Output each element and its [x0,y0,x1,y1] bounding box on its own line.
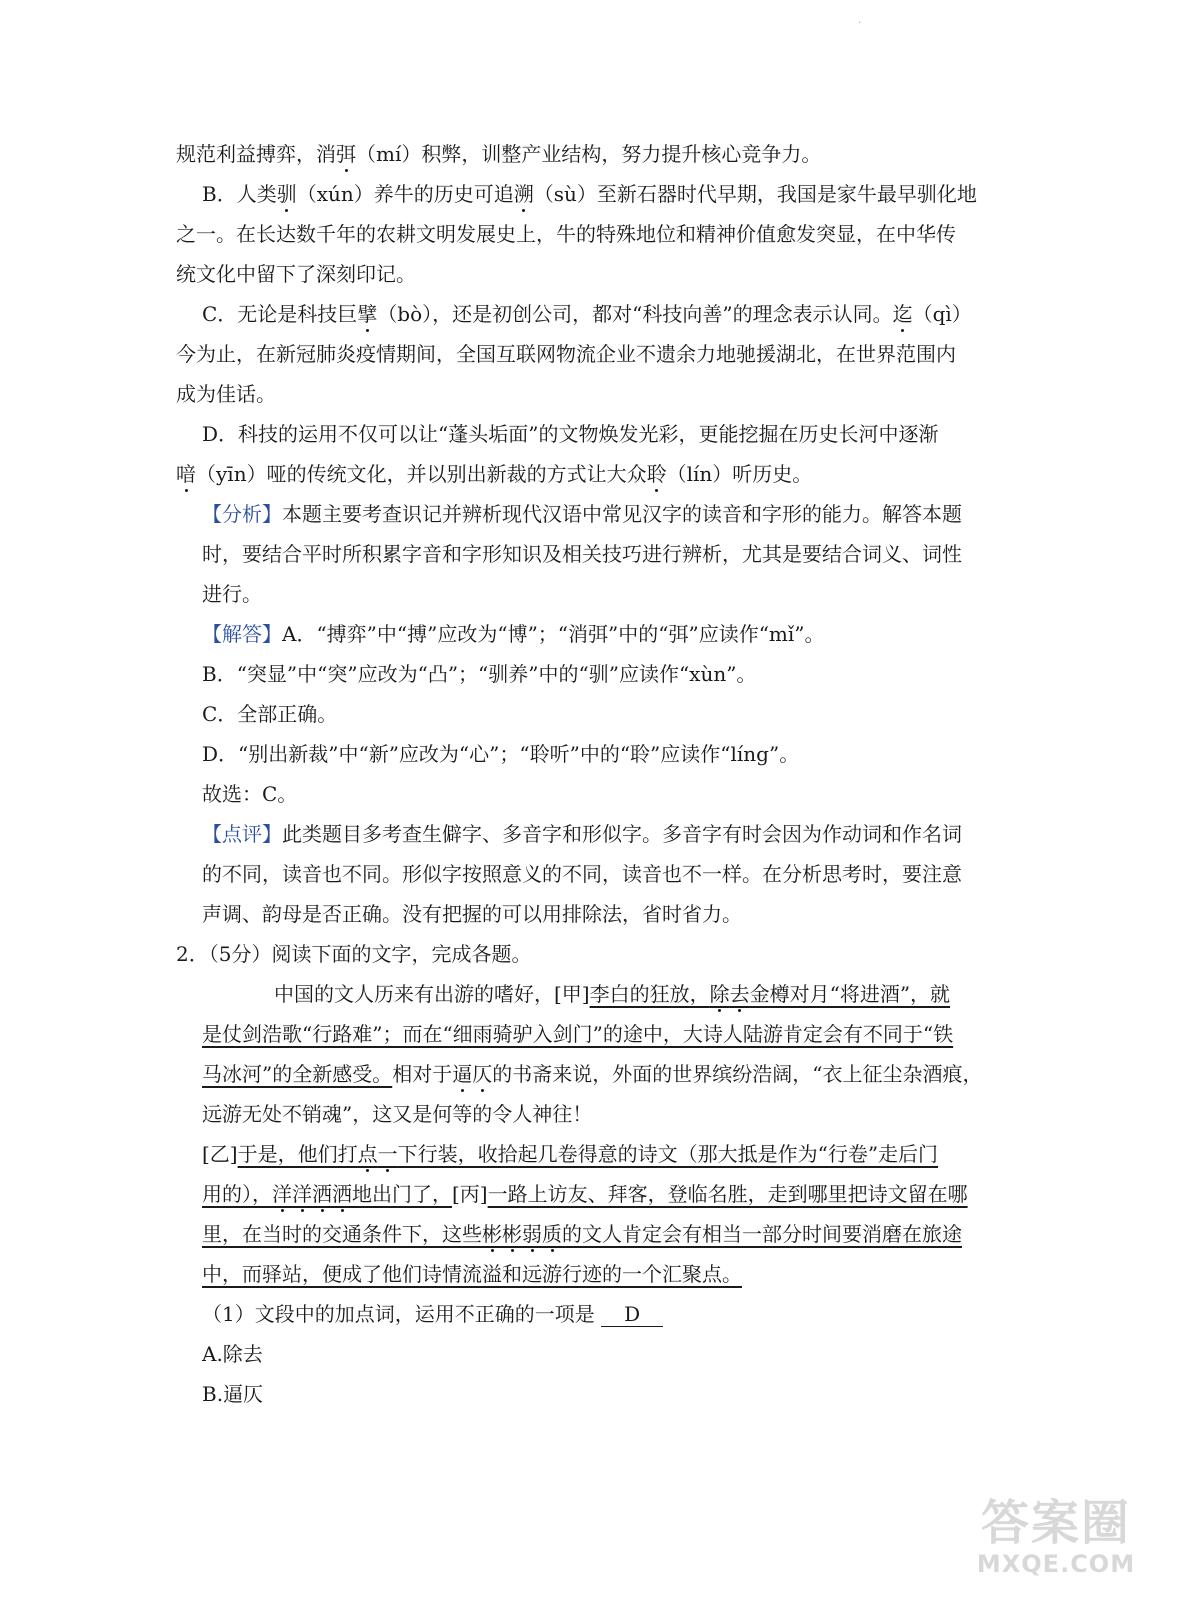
text-line-fx3 [202,580,262,608]
text-line-p8 [202,1260,742,1288]
text-span: [丙] [452,1182,488,1206]
text-span: 声调、韵母是否正确。没有把握的可以用排除法，省时省力。 [202,902,742,926]
text-span: 的书斋来说，外面的世界缤纷浩阔，“衣上征尘杂酒痕， [492,1062,983,1086]
text-span: 中国的文人历来有出游的嗜好，[甲] [274,982,590,1006]
dotted-char: 溯 [513,182,534,206]
dotted-char: 一 [377,1142,398,1166]
text-span: A．“搏弈”中“搏”应改为“博”；“消弭”中的“弭”应读作“mǐ”。 [282,622,825,646]
text-span: 之一。在长达数千年的农耕文明发展史上，牛的特殊地位和精神价值愈发突显，在中华传 [176,222,956,246]
text-span: 时，要结合平时所积累字音和字形知识及相关技巧进行辨析，尤其是要结合词义、词性 [202,542,962,566]
text-line-c3 [176,380,276,408]
text-span: （qì） [912,302,972,326]
corner-mark: · [858,18,862,29]
text-span: D．“别出新裁”中“新”应改为“心”；“聆听”中的“聆”应读作“líng”。 [202,742,800,766]
text-span: （xún）养牛的历史可追 [296,182,514,206]
text-span: 马冰河”的全新感受。 [202,1062,393,1086]
text-span: 故选：C。 [202,782,298,806]
text-span: 统文化中留下了深刻印记。 [176,262,416,286]
text-span: 远游无处不销魂”，这又是何等的令人神往！ [202,1102,593,1126]
dotted-char: 迄 [892,302,913,326]
text-span: 今为止，在新冠肺炎疫情期间，全国互联网物流企业不遗余力地驰援湖北，在世界范围内 [176,342,956,366]
text-line-dp1 [202,820,962,848]
dotted-char: 洋 [292,1182,312,1206]
text-line-c2 [176,340,956,368]
text-span: 相对于 [392,1062,453,1086]
text-line-jd3 [202,700,337,728]
section-tag: 【点评】 [202,822,282,846]
dotted-char: 擘 [357,302,378,326]
text-span: B．人类 [202,182,277,206]
text-span: 规范利益搏弈，消 [176,142,336,166]
section-tag: 【解答】 [202,622,282,646]
text-line-p1 [202,980,950,1008]
text-line-jd1 [202,620,825,648]
text-span: 的不同，读音也不同。形似字按照意义的不同，读音也不一样。在分析思考时，要注意 [202,862,962,886]
text-span: A.除去 [202,1342,263,1366]
text-line-c1 [202,300,972,328]
text-span: B.逼仄 [202,1382,264,1406]
text-line-dp3 [202,900,742,928]
text-span: 的文人肯定会有相当一部分时间要消磨在旅途 [562,1222,962,1246]
dotted-char: 弱 [522,1222,542,1246]
text-line-d1 [202,420,938,448]
text-line-jd2 [202,660,756,688]
dotted-char: 彬 [482,1222,502,1246]
text-line-p5 [202,1140,938,1168]
watermark-text: 答案圈 [980,1495,1131,1551]
text-span: （mí）积弊，训整产业结构，努力提升核心竞争力。 [356,142,822,166]
dotted-char: 聆 [646,462,667,486]
text-span: D．科技的运用不仅可以让“蓬头垢面”的文物焕发光彩，更能挖掘在历史长河中逐渐 [202,422,939,446]
text-span: （1）文段中的加点词，运用不正确的一项是 [202,1302,602,1326]
text-span: B．“突显”中“突”应改为“凸”；“驯养”中的“驯”应读作“xùn”。 [202,662,757,686]
text-line-b3 [176,260,416,288]
text-span: 2．（5分）阅读下面的文字，完成各题。 [176,942,532,966]
watermark-url: MXQE.COM [976,1550,1136,1578]
section-tag: 【分析】 [202,502,282,526]
dotted-char: 质 [542,1222,562,1246]
text-line-optA [202,1340,263,1368]
text-span: 中，而驿站，便成了他们诗情流溢和远游行迹的一个汇聚点。 [202,1262,742,1286]
text-line-dp2 [202,860,962,888]
text-line-a-cont [176,140,821,168]
text-span: C．全部正确。 [202,702,338,726]
dotted-char: 驯 [276,182,297,206]
text-line-b2 [176,220,956,248]
dotted-char: 弭 [336,142,356,166]
text-line-p6 [202,1180,968,1208]
dotted-char: 喑 [176,462,196,486]
answer-blank: D [601,1302,663,1327]
text-span: 李白的狂放， [589,982,710,1006]
dotted-char: 洒 [312,1182,332,1206]
text-span: 用的）， [202,1182,272,1206]
text-line-p4 [202,1100,592,1128]
text-line-fx1 [202,500,962,528]
text-line-optB [202,1380,263,1408]
text-line-fx2 [202,540,962,568]
text-span: 金樽对月“将进酒”，就 [749,982,951,1006]
dotted-char: 洋 [272,1182,292,1206]
text-line-q2 [176,940,531,968]
text-line-jd4 [202,740,799,768]
text-line-p7 [202,1220,962,1248]
text-span: （yīn）哑的传统文化，并以别出新裁的方式让大众 [196,462,647,486]
text-line-p3 [202,1060,982,1088]
text-span: 下行装，收拾起几卷得意的诗文（那大抵是作为“行卷”走后门 [397,1142,939,1166]
text-line-d2 [176,460,812,488]
text-span: 于是，他们打 [237,1142,358,1166]
text-span: 此类题目多考查生僻字、多音字和形似字。多音字有时会因为作动词和作名词 [282,822,962,846]
text-line-p2 [202,1020,953,1048]
text-span: [乙] [202,1142,238,1166]
text-line-jd5 [202,780,297,808]
text-span: 里，在当时的交通条件下，这些 [202,1222,482,1246]
text-span: （lín）听历史。 [666,462,813,486]
dotted-char: 逼 [452,1062,473,1086]
text-span: C．无论是科技巨 [202,302,358,326]
dotted-char: 除 [709,982,730,1006]
text-span: （sù）至新石器时代早期，我国是家牛最早驯化地 [533,182,977,206]
text-span: 本题主要考查识记并辨析现代汉语中常见汉字的读音和字形的能力。解答本题 [282,502,962,526]
dotted-char: 仄 [472,1062,493,1086]
dotted-char: 去 [729,982,750,1006]
dotted-char: 彬 [502,1222,522,1246]
text-line-b1 [202,180,977,208]
watermark-logo [956,1496,1156,1586]
text-span: 成为佳话。 [176,382,276,406]
dotted-char: 点 [357,1142,378,1166]
text-span: 地出门了， [352,1182,452,1206]
text-span: 进行。 [202,582,262,606]
text-span: 是仗剑浩歌“行路难”；而在“细雨骑驴入剑门”的途中，大诗人陆游肯定会有不同于“铁 [202,1022,954,1046]
text-line-sub1 [202,1300,663,1328]
text-span: （bò），还是初创公司，都对“科技向善”的理念表示认同。 [377,302,893,326]
text-span: 一路上访友、拜客，登临名胜，走到哪里把诗文留在哪 [487,1182,968,1206]
dotted-char: 洒 [332,1182,352,1206]
